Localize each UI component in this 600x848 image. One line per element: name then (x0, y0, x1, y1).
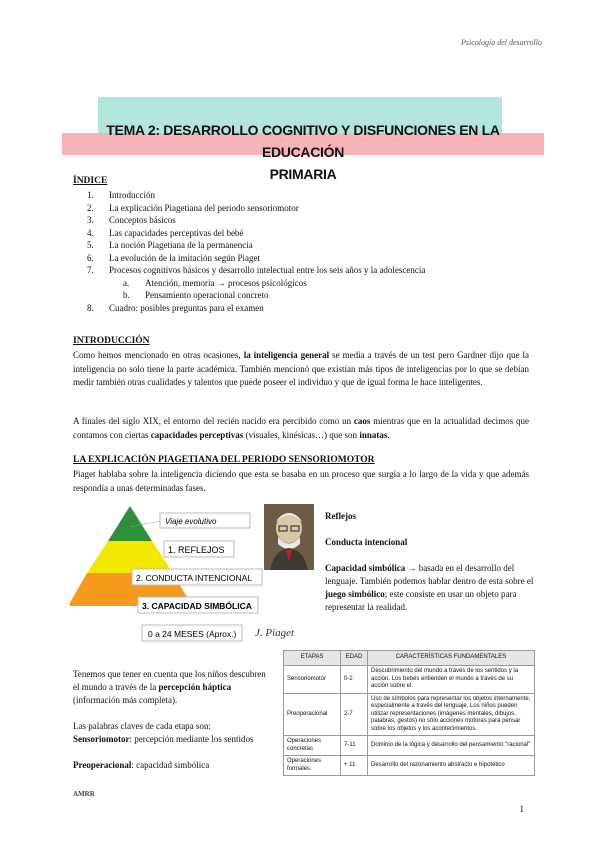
index-number: b. (123, 290, 130, 300)
index-subitem (73, 277, 425, 290)
right-capacidad-simbolica (325, 562, 535, 614)
cell-caracteristicas: Dominio de la lógica y desarrollo del pensamiento "racional" (368, 736, 535, 756)
intro-paragraph-1 (73, 349, 529, 390)
index-list (73, 189, 425, 314)
bold-run: Preoperacional (73, 760, 132, 770)
keyword-preoperacional (73, 759, 273, 772)
text-run: (visuales, kinésicas…) que son (243, 429, 360, 440)
bold-run: percepción háptica (158, 682, 232, 692)
viaje-evolutivo-label: Viaje evolutivo (165, 517, 217, 526)
index-heading: ÍNDICE (73, 176, 108, 186)
index-item (73, 227, 425, 240)
right-term-reflejos: Reflejos (325, 511, 356, 521)
pyramid-tier-yellow (87, 541, 173, 573)
bold-run: innatas (359, 429, 388, 440)
text-run: Como hemos mencionado en otras ocasiones, (73, 350, 244, 360)
index-item (73, 302, 425, 315)
table-row (284, 693, 535, 736)
stage-2-label: 2. CONDUCTA INTENCIONAL (136, 573, 253, 583)
index-number: 3. (87, 215, 94, 225)
index-text: Cuadro: posibles preguntas para el examen (109, 302, 264, 313)
cell-etapa: Operaciones concretas (284, 736, 341, 756)
cell-caracteristicas: Descubrimiento del mundo a través de los sentidos y la acción. Los bebés entienden el mundo a través de su acción sobre el. (368, 666, 535, 694)
index-item (73, 264, 425, 277)
right-term-conducta: Conducta intencional (325, 537, 408, 547)
index-item (73, 202, 425, 215)
page-number: 1 (519, 804, 524, 814)
text-run: Tenemos que tener en cuenta que los niños descubren el mundo a través de la (73, 669, 266, 692)
stage-3-label: 3. CAPACIDAD SIMBÓLICA (142, 601, 252, 611)
text-run: mientras que en la actualidad decimos que contamos con ciertas (73, 416, 529, 440)
index-number: 2. (87, 202, 94, 213)
index-number: 6. (87, 252, 94, 263)
index-number: 5. (87, 240, 94, 250)
index-number: 4. (87, 227, 94, 238)
text-run: : percepción mediante los sentidos (129, 734, 254, 744)
cell-edad: + 11 (341, 756, 368, 776)
piaget-heading: LA EXPLICACIÓN PIAGETIANA DEL PERIODO SENSORIOMOTOR (73, 455, 375, 465)
index-item (73, 252, 425, 265)
table-header-edad: EDAD (341, 651, 368, 666)
title-line-2: PRIMARIA (269, 166, 337, 182)
bold-run: capacidades perceptivas (150, 429, 244, 440)
table-header-etapas: ETAPAS (284, 651, 341, 666)
pyramid-tier-green (108, 506, 152, 541)
text-run: se media a través de un test pero Gardner dijo que la inteligencia no solo tiene la parte académica. También mencionó que existían más tipos de inteligencias por lo que se debían medir también otras cualidades y talentos que puede poseer el individuo y que de igual forma le hace inteligentes. (73, 350, 530, 387)
title-line-1: TEMA 2: DESARROLLO COGNITIVO Y DISFUNCIONES EN LA EDUCACIÓN (106, 122, 500, 160)
index-text: Las capacidades perceptivas del bebé (109, 227, 244, 238)
cell-edad: 7-11 (341, 736, 368, 756)
bold-run: caos (353, 416, 371, 426)
table-header-caracteristicas: CARACTERÍSTICAS FUNDAMENTALES (368, 651, 535, 666)
index-item (73, 239, 425, 252)
age-range-label: 0 a 24 MESES (Aprox.) (148, 629, 237, 639)
cell-etapa: Sensoriomotor (284, 666, 341, 694)
index-text: Introducción (109, 190, 155, 200)
index-number: a. (123, 277, 130, 288)
cell-edad: 2-7 (341, 693, 368, 736)
index-text: La evolución de la imitación según Piaget (109, 252, 260, 263)
index-text: Procesos cognitivos básicos y desarrollo intelectual entre los seis años y la adolescencia (109, 265, 426, 275)
keywords-intro: Las palabras claves de cada etapa son: (73, 721, 211, 731)
text-run: A finales del siglo XIX, el entorno del recién nacido era percibido como un (73, 416, 354, 426)
index-text: Conceptos básicos (109, 215, 176, 225)
text-run: ; este consiste en usar un objeto para representar la realidad. (325, 589, 517, 612)
stages-table (283, 650, 535, 776)
index-number: 8. (87, 302, 94, 313)
index-item (73, 214, 425, 227)
cell-etapa: Preoperacional (284, 693, 341, 736)
index-text: Atención, memoria → procesos psicológicos (145, 277, 307, 288)
intro-heading: INTRODUCCIÓN (73, 336, 150, 346)
piaget-paragraph: Piaget hablaba sobre la inteligencia diciendo que esta se basaba en un proceso que surgía a lo largo de la vida y que además respondía a unas determinadas fases. (73, 469, 529, 493)
bold-run: Capacidad simbólica (325, 563, 406, 573)
index-number: 7. (87, 265, 94, 275)
page-title (70, 119, 536, 185)
intro-paragraph-2 (73, 415, 529, 442)
cell-caracteristicas: Uso de símbolos para representar los objetos internamente, especialmente a través del lenguaje. Los niños pueden utilizar representaciones (imágenes mentales, dibujos, palabras, gestos) no sólo acciones motoras para pensar sobre los objetos y los acontecimientos. (368, 693, 535, 736)
table-row (284, 756, 535, 776)
table-row (284, 736, 535, 756)
bold-run: Sensoriomotor (73, 734, 130, 744)
page-header-subject: Psicología del desarrollo (460, 38, 542, 47)
text-run: : capacidad simbólica (131, 760, 210, 770)
index-item (73, 189, 425, 202)
index-text: La noción Piagetiana de la permanencia (109, 240, 253, 250)
text-run: (información más completa). (73, 695, 178, 705)
haptic-paragraph (73, 668, 273, 707)
keyword-sensoriomotor (73, 733, 273, 746)
piaget-portrait-photo (264, 504, 314, 570)
cell-etapa: Operaciones formales (284, 756, 341, 776)
index-text: La explicación Piagetiana del periodo sensoriomotor (109, 202, 299, 213)
piaget-signature: J. Piaget (255, 627, 295, 639)
stage-1-label: 1. REFLEJOS (168, 545, 225, 555)
index-text: Pensamiento operacional concreto (145, 290, 269, 300)
table-row (284, 666, 535, 694)
cell-caracteristicas: Desarrollo del razonamiento abstracto e hipotético (368, 756, 535, 776)
bold-run: la inteligencia general (243, 350, 330, 360)
index-subitem (73, 289, 425, 302)
text-run: . (387, 429, 390, 440)
footer-author: AMRR (73, 790, 95, 798)
bold-run: juego simbólico (325, 589, 385, 599)
text-run: → basada en el desarrollo del lenguaje. También podemos hablar dentro de esta sobre el (325, 563, 534, 586)
cell-edad: 0-2 (341, 666, 368, 694)
index-number: 1. (87, 190, 94, 200)
